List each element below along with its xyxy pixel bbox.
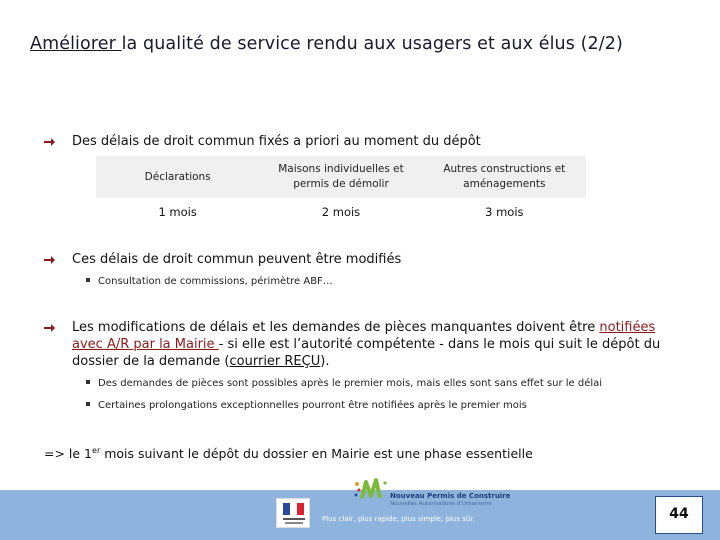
notified-link-text: notifiées (599, 320, 656, 335)
title-underlined: Améliorer (30, 34, 122, 54)
arrow-bullet-icon (44, 324, 55, 332)
section3-line2 (72, 336, 660, 353)
table-header-cell: Autres constructions et aménagements (443, 163, 566, 190)
footer-slogan: Plus clair, plus rapide, plus simple, plus sûr. (322, 515, 475, 523)
conclusion-post: mois suivant le dépôt du dossier en Mairie est une phase essentielle (100, 446, 533, 462)
section3-subitem-2 (86, 400, 527, 411)
mairie-link-text: avec A/R par la Mairie (72, 337, 219, 352)
table-cell: 2 mois (321, 205, 361, 219)
section2-subitem (86, 276, 333, 287)
arrow-bullet-icon (44, 256, 55, 264)
section3-line3-end: ). (320, 354, 330, 369)
square-bullet-icon (86, 402, 90, 406)
arrow-bullet-icon (44, 138, 55, 146)
section1-heading: Des délais de droit commun fixés a priori au moment du dépôt (72, 134, 481, 149)
conclusion-pre: => le 1 (44, 446, 93, 462)
republique-francaise-logo (276, 498, 310, 528)
courrier-recu-text: courrier REÇU (229, 354, 321, 369)
table-header (96, 156, 586, 198)
table-cell: 3 mois (485, 205, 524, 219)
page-title (30, 34, 623, 54)
section3-subitem-2-text: Certaines prolongations exceptionnelles pourront être notifiées après le premier mois (98, 400, 527, 411)
section3-line3 (72, 353, 329, 370)
section2-subitem-text: Consultation de commissions, périmètre ABF… (98, 276, 333, 287)
section3-subitem-1-text: Des demandes de pièces sont possibles après le premier mois, mais elles sont sans effet sur le délai (98, 378, 603, 389)
section3-line3-text: dossier de la demande ( (72, 354, 230, 369)
section2-heading: Ces délais de droit commun peuvent être modifiés (72, 252, 402, 267)
title-rest: la qualité de service rendu aux usagers et aux élus (2/2) (121, 34, 623, 54)
table-row (96, 198, 586, 226)
brand-title: Nouveau Permis de Construire (390, 492, 511, 500)
page-number: 44 (669, 506, 689, 522)
section3-subitem-1 (86, 378, 602, 389)
brand-subtitle: Nouvelles Autorisations d’Urbanisme (390, 501, 492, 507)
table-header-cell: Maisons individuelles et permis de démolir (278, 163, 404, 190)
table-header-cell: Déclarations (144, 170, 211, 183)
section3-line2-text: - si elle est l’autorité compétente - dans le mois qui suit le dépôt du (218, 337, 661, 352)
section3-line1-text: Les modifications de délais et les demandes de pièces manquantes doivent être (72, 320, 600, 335)
section3-line1 (72, 319, 655, 336)
delay-table (96, 156, 586, 226)
tricolor-flag-icon (277, 499, 311, 529)
table-cell: 1 mois (158, 205, 197, 219)
conclusion-sup: er (92, 446, 101, 455)
square-bullet-icon (86, 380, 90, 384)
conclusion (44, 446, 533, 461)
square-bullet-icon (86, 278, 90, 282)
